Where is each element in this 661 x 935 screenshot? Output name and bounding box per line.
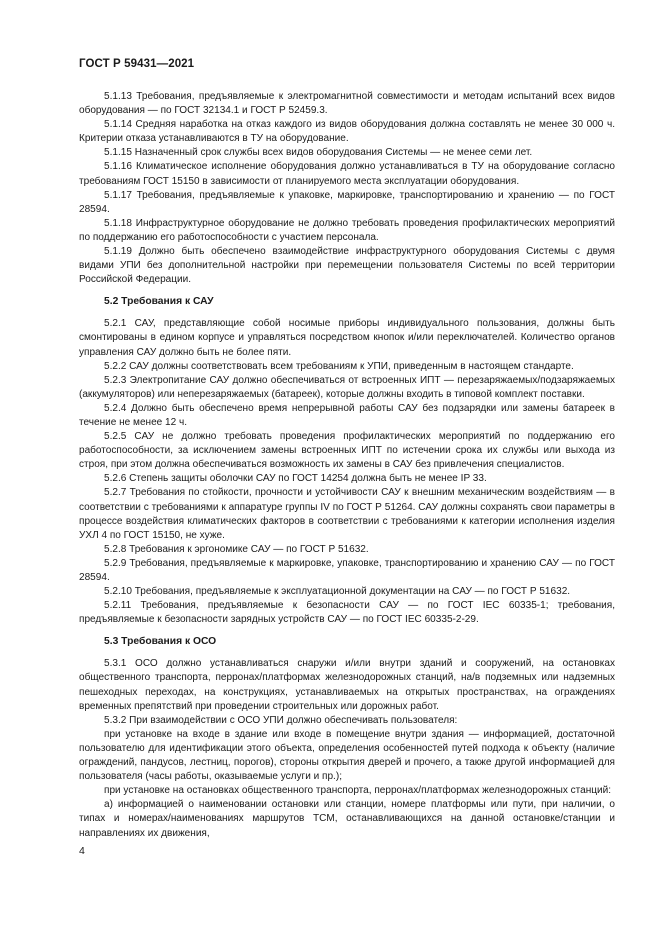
paragraph: 5.1.13 Требования, предъявляемые к электромагнитной совместимости и методам испытаний всех видов оборудования — по ГОСТ 32134.1 и ГОСТ Р 52459.3. [79,91,615,117]
page-number: 4 [79,845,85,857]
paragraph: 5.2.9 Требования, предъявляемые к маркировке, упаковке, транспортированию и хранению САУ — по ГОСТ 28594. [79,557,615,583]
paragraph: 5.2.6 Степень защиты оболочки САУ по ГОСТ 14254 должна быть не менее IP 33. [104,473,487,485]
paragraph: 5.2.4 Должно быть обеспечено время непрерывной работы САУ без подзарядки или замены батареек в течение не менее 12 ч. [79,402,615,428]
paragraph: при установке на остановках общественного транспорта, перронах/платформах железнодорожных станций: [104,785,612,797]
paragraph: 5.2.11 Требования, предъявляемые к безопасности САУ — по ГОСТ IEC 60335-1; требования, предъявляемые к безопасности зарядных устройств САУ — по ГОСТ IEC 60335-2-29. [79,600,615,626]
paragraph: 5.2.1 САУ, представляющие собой носимые приборы индивидуального пользования, должны быть смонтированы в едином корпусе и управляться посредством кнопок и/или переключателей. Количество органов управления САУ должно быть не более пяти. [79,318,615,358]
paragraph: при установке на входе в здание или входе в помещение внутри здания — информацией, достаточной пользователю для идентификации этого объекта, определения особенностей путей подхода к объекту (наличие ограждений, пандусов, лестниц, порогов), стороны открытия дверей и прочего, а также другой информацией для пользователя (часы работы, оказываемые услуги и пр.); [79,728,615,783]
paragraph: 5.2.3 Электропитание САУ должно обеспечиваться от встроенных ИПТ — перезаряжаемых/подзаряжаемых (аккумуляторов) или неперезаряжаемых (батареек), которые должны входить в типовой комплект поставки. [79,374,615,400]
section-heading: 5.3 Требования к ОСО [104,636,217,648]
paragraph: 5.1.15 Назначенный срок службы всех видов оборудования Системы — не менее семи лет. [104,147,533,159]
paragraph: 5.2.8 Требования к эргономике САУ — по ГОСТ Р 51632. [104,543,369,555]
paragraph: 5.3.1 ОСО должно устанавливаться снаружи и/или внутри зданий и сооружений, на остановках общественного транспорта, перронах/платформах железнодорожных станций, на/в подземных или надземных пешеходных переходах, на конструкциях, устанавливаемых на открытых пространствах, на ограждениях временных препятствий при проведении строительных или дорожных работ. [79,658,615,712]
paragraph: 5.2.10 Требования, предъявляемые к эксплуатационной документации на САУ — по ГОСТ Р 51632. [104,586,571,598]
paragraph: 5.1.18 Инфраструктурное оборудование не должно требовать проведения профилактических мероприятий по поддержанию его работоспособности с участием персонала. [79,217,615,243]
paragraph: 5.2.7 Требования по стойкости, прочности и устойчивости САУ к внешним механическим воздействиям — в соответствии с требованиями к аппаратуре группы IV по ГОСТ Р 51264. САУ должны сохранять свои параметры в процессе воздействия климатических факторов в соответствии с требованиями к категории исполнения изделия УХЛ 4 по ГОСТ 15150, не хуже. [79,487,615,541]
paragraph: 5.1.16 Климатическое исполнение оборудования должно устанавливаться в ТУ на оборудование согласно требованиям ГОСТ 15150 в зависимости от планируемого места эксплуатации оборудования. [79,161,615,187]
paragraph: а) информацией о наименовании остановки или станции, номере платформы или пути, при наличии, о типах и номерах/наименованиях маршрутов ТСМ, останавливающихся на данной остановке/станции и направлениях их движения, [79,799,615,839]
paragraph: 5.3.2 При взаимодействии с ОСО УПИ должно обеспечивать пользователя: [104,714,458,726]
paragraph: 5.1.14 Средняя наработка на отказ каждого из видов оборудования должна составлять не менее 30 000 ч. Критерии отказа устанавливаются в ТУ на оборудование. [79,119,615,145]
paragraph: 5.1.19 Должно быть обеспечено взаимодействие инфраструктурного оборудования Системы с двумя видами УПИ без дополнительной настройки при перемещении пользователя Системы по всей территории Российской Федерации. [79,246,615,286]
body-text [79,90,615,841]
paragraph: 5.1.17 Требования, предъявляемые к упаковке, маркировке, транспортированию и хранению — по ГОСТ 28594. [79,189,615,215]
paragraph: 5.2.5 САУ не должно требовать проведения профилактических мероприятий по поддержанию его работоспособности, за исключением замены встроенных ИПТ по истечении срока их службы или выхода из строя, при этом должна обеспечиваться возможность их замены в САУ без привлечения специалистов. [79,431,615,471]
document-header: ГОСТ Р 59431—2021 [79,58,195,70]
section-heading: 5.2 Требования к САУ [104,296,214,308]
paragraph: 5.2.2 САУ должны соответствовать всем требованиям к УПИ, приведенным в настоящем стандарте. [104,360,574,372]
